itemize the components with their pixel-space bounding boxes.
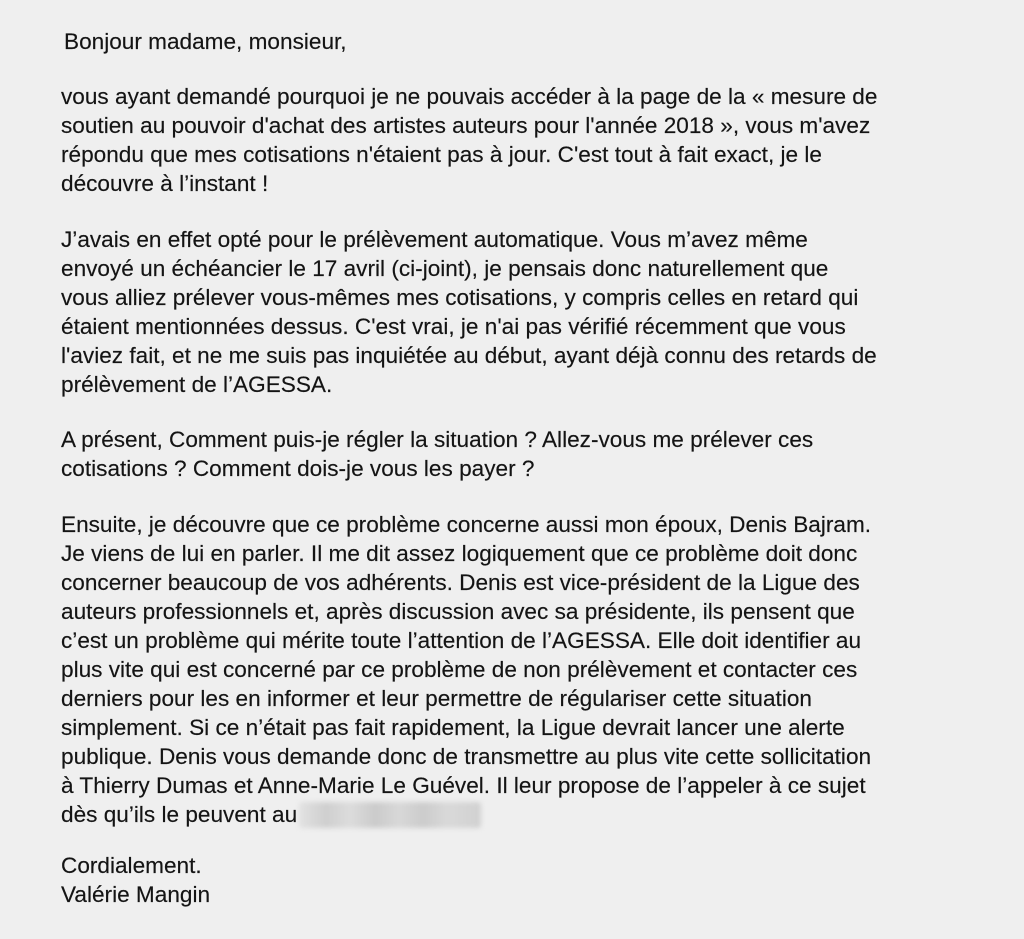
paragraph-4-line-3: concerner beaucoup de vos adhérents. Denis est vice-président de la Ligue des [61, 570, 860, 595]
paragraph-4-line-1: Ensuite, je découvre que ce problème concerne aussi mon époux, Denis Bajram. [61, 512, 872, 537]
paragraph-2-line-6: prélèvement de l’AGESSA. [61, 372, 333, 397]
paragraph-3-line-1: A présent, Comment puis-je régler la situation ? Allez-vous me prélever ces [61, 427, 814, 452]
paragraph-1-line-4: découvre à l’instant ! [61, 171, 269, 196]
paragraph-1-line-2: soutien au pouvoir d'achat des artistes auteurs pour l'année 2018 », vous m'avez [61, 113, 871, 138]
paragraph-4-line-8: simplement. Si ce n’était pas fait rapidement, la Ligue devrait lancer une alerte [61, 715, 845, 740]
redacted-phone-number [299, 802, 481, 828]
paragraph-4-line-9: publique. Denis vous demande donc de transmettre au plus vite cette sollicitation [61, 744, 872, 769]
signature: Valérie Mangin [61, 882, 211, 907]
paragraph-4-line-5: c’est un problème qui mérite toute l’attention de l’AGESSA. Elle doit identifier au [61, 628, 862, 653]
paragraph-1-line-1: vous ayant demandé pourquoi je ne pouvais accéder à la page de la « mesure de [61, 84, 878, 109]
paragraph-4-line-11-text: dès qu’ils le peuvent au [61, 802, 298, 827]
paragraph-2-line-5: l'aviez fait, et ne me suis pas inquiétée au début, ayant déjà connu des retards de [61, 343, 877, 368]
paragraph-2-line-4: étaient mentionnées dessus. C'est vrai, je n'ai pas vérifié récemment que vous [61, 314, 846, 339]
paragraph-1-line-3: répondu que mes cotisations n'étaient pas à jour. C'est tout à fait exact, je le [61, 142, 822, 167]
paragraph-4-line-6: plus vite qui est concerné par ce problème de non prélèvement et contacter ces [61, 657, 858, 682]
closing: Cordialement. [61, 853, 202, 878]
paragraph-4-line-4: auteurs professionnels et, après discussion avec sa présidente, ils pensent que [61, 599, 855, 624]
paragraph-4-line-10: à Thierry Dumas et Anne-Marie Le Guével. Il leur propose de l’appeler à ce sujet [61, 773, 866, 798]
paragraph-4-line-2: Je viens de lui en parler. Il me dit assez logiquement que ce problème doit donc [61, 541, 858, 566]
paragraph-3-line-2: cotisations ? Comment dois-je vous les payer ? [61, 456, 535, 481]
paragraph-2-line-2: envoyé un échéancier le 17 avril (ci-joint), je pensais donc naturellement que [61, 256, 829, 281]
paragraph-2-line-3: vous alliez prélever vous-mêmes mes cotisations, y compris celles en retard qui [61, 285, 859, 310]
greeting: Bonjour madame, monsieur, [64, 29, 347, 54]
paragraph-4-line-7: derniers pour les en informer et leur permettre de régulariser cette situation [61, 686, 812, 711]
paragraph-2-line-1: J’avais en effet opté pour le prélèvement automatique. Vous m’avez même [61, 227, 808, 252]
paragraph-4-line-11 [61, 800, 481, 829]
